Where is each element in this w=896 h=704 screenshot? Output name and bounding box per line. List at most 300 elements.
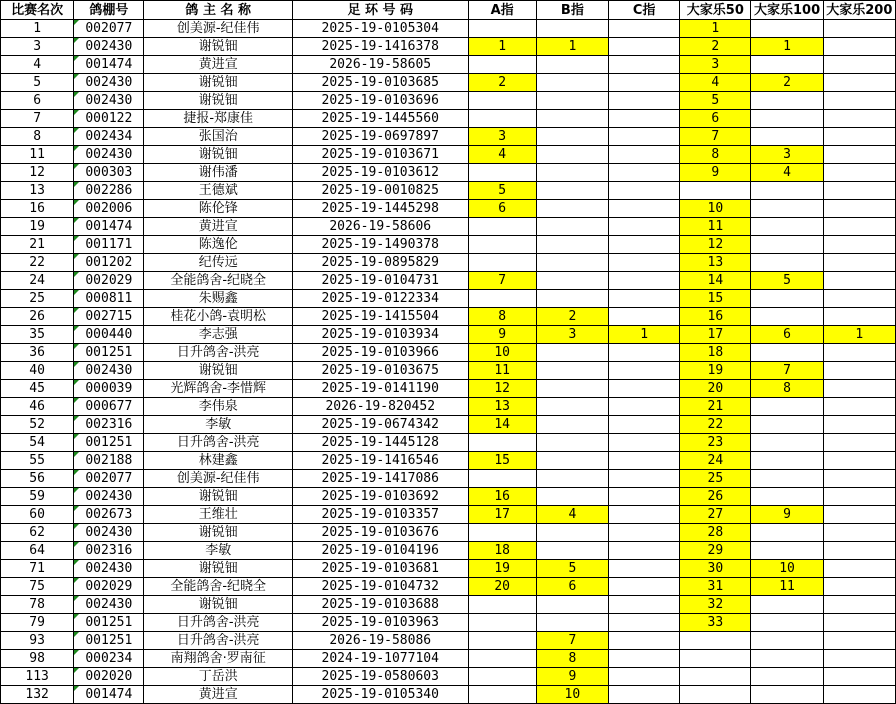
owner-cell[interactable]: 李伟泉 — [144, 398, 292, 416]
djl50-cell[interactable]: 19 — [680, 362, 751, 380]
loft-cell[interactable]: 002430 — [74, 488, 144, 506]
b-cell[interactable]: 8 — [536, 650, 608, 668]
djl200-cell[interactable] — [823, 614, 895, 632]
owner-cell[interactable]: 谢锐钿 — [144, 596, 292, 614]
b-cell[interactable] — [536, 254, 608, 272]
c-cell[interactable] — [608, 650, 679, 668]
ring-cell[interactable]: 2025-19-0104731 — [292, 272, 468, 290]
rank-cell[interactable]: 46 — [1, 398, 74, 416]
a-cell[interactable] — [468, 596, 536, 614]
djl100-cell[interactable]: 6 — [751, 326, 823, 344]
owner-cell[interactable]: 日升鸽舍-洪亮 — [144, 344, 292, 362]
djl200-cell[interactable] — [823, 488, 895, 506]
rank-cell[interactable]: 59 — [1, 488, 74, 506]
rank-cell[interactable]: 56 — [1, 470, 74, 488]
a-cell[interactable] — [468, 218, 536, 236]
djl200-cell[interactable] — [823, 92, 895, 110]
loft-cell[interactable]: 002430 — [74, 38, 144, 56]
loft-cell[interactable]: 000039 — [74, 380, 144, 398]
rank-cell[interactable]: 78 — [1, 596, 74, 614]
b-cell[interactable] — [536, 380, 608, 398]
djl100-cell[interactable] — [751, 218, 823, 236]
col-djl200[interactable]: 大家乐200 — [823, 1, 895, 20]
djl100-cell[interactable] — [751, 254, 823, 272]
djl100-cell[interactable] — [751, 614, 823, 632]
b-cell[interactable] — [536, 92, 608, 110]
djl100-cell[interactable] — [751, 200, 823, 218]
ring-cell[interactable]: 2025-19-0103966 — [292, 344, 468, 362]
ring-cell[interactable]: 2025-19-0674342 — [292, 416, 468, 434]
rank-cell[interactable]: 12 — [1, 164, 74, 182]
loft-cell[interactable]: 000440 — [74, 326, 144, 344]
c-cell[interactable] — [608, 38, 679, 56]
djl50-cell[interactable]: 31 — [680, 578, 751, 596]
djl200-cell[interactable] — [823, 128, 895, 146]
c-cell[interactable] — [608, 164, 679, 182]
djl200-cell[interactable] — [823, 632, 895, 650]
djl50-cell[interactable]: 6 — [680, 110, 751, 128]
rank-cell[interactable]: 64 — [1, 542, 74, 560]
owner-cell[interactable]: 日升鸽舍-洪亮 — [144, 632, 292, 650]
b-cell[interactable]: 10 — [536, 686, 608, 704]
rank-cell[interactable]: 62 — [1, 524, 74, 542]
c-cell[interactable]: 1 — [608, 326, 679, 344]
a-cell[interactable]: 11 — [468, 362, 536, 380]
djl200-cell[interactable] — [823, 434, 895, 452]
djl100-cell[interactable] — [751, 650, 823, 668]
djl50-cell[interactable]: 3 — [680, 56, 751, 74]
a-cell[interactable]: 14 — [468, 416, 536, 434]
b-cell[interactable] — [536, 542, 608, 560]
ring-cell[interactable]: 2025-19-0010825 — [292, 182, 468, 200]
djl50-cell[interactable]: 1 — [680, 20, 751, 38]
loft-cell[interactable]: 002430 — [74, 362, 144, 380]
c-cell[interactable] — [608, 578, 679, 596]
ring-cell[interactable]: 2025-19-0697897 — [292, 128, 468, 146]
djl200-cell[interactable]: 1 — [823, 326, 895, 344]
rank-cell[interactable]: 52 — [1, 416, 74, 434]
b-cell[interactable] — [536, 146, 608, 164]
djl200-cell[interactable] — [823, 452, 895, 470]
b-cell[interactable] — [536, 236, 608, 254]
djl100-cell[interactable] — [751, 182, 823, 200]
a-cell[interactable]: 12 — [468, 380, 536, 398]
b-cell[interactable]: 3 — [536, 326, 608, 344]
ring-cell[interactable]: 2025-19-1445560 — [292, 110, 468, 128]
loft-cell[interactable]: 002430 — [74, 146, 144, 164]
c-cell[interactable] — [608, 272, 679, 290]
owner-cell[interactable]: 捷报-郑康佳 — [144, 110, 292, 128]
a-cell[interactable] — [468, 470, 536, 488]
ring-cell[interactable]: 2025-19-0580603 — [292, 668, 468, 686]
c-cell[interactable] — [608, 74, 679, 92]
ring-cell[interactable]: 2025-19-0103696 — [292, 92, 468, 110]
owner-cell[interactable]: 李敏 — [144, 542, 292, 560]
b-cell[interactable] — [536, 524, 608, 542]
djl50-cell[interactable] — [680, 668, 751, 686]
c-cell[interactable] — [608, 380, 679, 398]
rank-cell[interactable]: 98 — [1, 650, 74, 668]
rank-cell[interactable]: 36 — [1, 344, 74, 362]
col-ring[interactable]: 足 环 号 码 — [292, 1, 468, 20]
c-cell[interactable] — [608, 524, 679, 542]
djl50-cell[interactable]: 15 — [680, 290, 751, 308]
djl100-cell[interactable]: 9 — [751, 506, 823, 524]
c-cell[interactable] — [608, 470, 679, 488]
rank-cell[interactable]: 5 — [1, 74, 74, 92]
djl100-cell[interactable] — [751, 110, 823, 128]
djl200-cell[interactable] — [823, 524, 895, 542]
djl50-cell[interactable]: 28 — [680, 524, 751, 542]
djl100-cell[interactable] — [751, 92, 823, 110]
djl200-cell[interactable] — [823, 110, 895, 128]
djl100-cell[interactable]: 4 — [751, 164, 823, 182]
a-cell[interactable]: 8 — [468, 308, 536, 326]
rank-cell[interactable]: 79 — [1, 614, 74, 632]
loft-cell[interactable]: 000122 — [74, 110, 144, 128]
djl100-cell[interactable] — [751, 632, 823, 650]
rank-cell[interactable]: 6 — [1, 92, 74, 110]
djl200-cell[interactable] — [823, 380, 895, 398]
loft-cell[interactable]: 001474 — [74, 686, 144, 704]
b-cell[interactable]: 9 — [536, 668, 608, 686]
b-cell[interactable]: 4 — [536, 506, 608, 524]
loft-cell[interactable]: 001171 — [74, 236, 144, 254]
a-cell[interactable]: 4 — [468, 146, 536, 164]
rank-cell[interactable]: 8 — [1, 128, 74, 146]
djl200-cell[interactable] — [823, 146, 895, 164]
owner-cell[interactable]: 黄进宣 — [144, 218, 292, 236]
djl50-cell[interactable]: 13 — [680, 254, 751, 272]
a-cell[interactable]: 9 — [468, 326, 536, 344]
ring-cell[interactable]: 2025-19-0141190 — [292, 380, 468, 398]
ring-cell[interactable]: 2026-19-58606 — [292, 218, 468, 236]
a-cell[interactable] — [468, 290, 536, 308]
c-cell[interactable] — [608, 308, 679, 326]
djl200-cell[interactable] — [823, 38, 895, 56]
c-cell[interactable] — [608, 398, 679, 416]
djl50-cell[interactable]: 29 — [680, 542, 751, 560]
a-cell[interactable] — [468, 686, 536, 704]
loft-cell[interactable]: 001474 — [74, 56, 144, 74]
b-cell[interactable] — [536, 56, 608, 74]
djl50-cell[interactable]: 9 — [680, 164, 751, 182]
owner-cell[interactable]: 陈伦锋 — [144, 200, 292, 218]
loft-cell[interactable]: 001251 — [74, 344, 144, 362]
loft-cell[interactable]: 001251 — [74, 434, 144, 452]
b-cell[interactable] — [536, 290, 608, 308]
owner-cell[interactable]: 全能鸽舍-纪晓全 — [144, 578, 292, 596]
c-cell[interactable] — [608, 182, 679, 200]
loft-cell[interactable]: 000811 — [74, 290, 144, 308]
c-cell[interactable] — [608, 218, 679, 236]
owner-cell[interactable]: 南翔鸽舍·罗南征 — [144, 650, 292, 668]
col-djl100[interactable]: 大家乐100 — [751, 1, 823, 20]
rank-cell[interactable]: 4 — [1, 56, 74, 74]
djl50-cell[interactable]: 11 — [680, 218, 751, 236]
a-cell[interactable]: 6 — [468, 200, 536, 218]
a-cell[interactable] — [468, 164, 536, 182]
b-cell[interactable]: 2 — [536, 308, 608, 326]
owner-cell[interactable]: 朱赐鑫 — [144, 290, 292, 308]
owner-cell[interactable]: 丁岳洪 — [144, 668, 292, 686]
owner-cell[interactable]: 林建鑫 — [144, 452, 292, 470]
djl50-cell[interactable]: 7 — [680, 128, 751, 146]
loft-cell[interactable]: 000303 — [74, 164, 144, 182]
owner-cell[interactable]: 王德斌 — [144, 182, 292, 200]
a-cell[interactable] — [468, 236, 536, 254]
djl100-cell[interactable] — [751, 542, 823, 560]
owner-cell[interactable]: 创美源-纪佳伟 — [144, 470, 292, 488]
djl200-cell[interactable] — [823, 236, 895, 254]
a-cell[interactable] — [468, 668, 536, 686]
loft-cell[interactable]: 002430 — [74, 74, 144, 92]
c-cell[interactable] — [608, 668, 679, 686]
rank-cell[interactable]: 55 — [1, 452, 74, 470]
owner-cell[interactable]: 桂花小鸽-袁明松 — [144, 308, 292, 326]
a-cell[interactable]: 2 — [468, 74, 536, 92]
loft-cell[interactable]: 002430 — [74, 560, 144, 578]
djl200-cell[interactable] — [823, 470, 895, 488]
a-cell[interactable]: 10 — [468, 344, 536, 362]
col-c[interactable]: C指 — [608, 1, 679, 20]
col-loft[interactable]: 鸽棚号 — [74, 1, 144, 20]
loft-cell[interactable]: 002029 — [74, 272, 144, 290]
djl200-cell[interactable] — [823, 596, 895, 614]
c-cell[interactable] — [608, 488, 679, 506]
djl100-cell[interactable]: 7 — [751, 362, 823, 380]
djl100-cell[interactable]: 5 — [751, 272, 823, 290]
owner-cell[interactable]: 谢锐钿 — [144, 560, 292, 578]
djl50-cell[interactable]: 16 — [680, 308, 751, 326]
ring-cell[interactable]: 2025-19-1490378 — [292, 236, 468, 254]
ring-cell[interactable]: 2025-19-1415504 — [292, 308, 468, 326]
loft-cell[interactable]: 002286 — [74, 182, 144, 200]
ring-cell[interactable]: 2025-19-0103934 — [292, 326, 468, 344]
djl200-cell[interactable] — [823, 650, 895, 668]
djl200-cell[interactable] — [823, 560, 895, 578]
a-cell[interactable] — [468, 56, 536, 74]
djl100-cell[interactable] — [751, 308, 823, 326]
c-cell[interactable] — [608, 632, 679, 650]
b-cell[interactable] — [536, 182, 608, 200]
ring-cell[interactable]: 2025-19-0103675 — [292, 362, 468, 380]
c-cell[interactable] — [608, 452, 679, 470]
djl100-cell[interactable] — [751, 488, 823, 506]
djl50-cell[interactable]: 10 — [680, 200, 751, 218]
djl200-cell[interactable] — [823, 290, 895, 308]
a-cell[interactable] — [468, 92, 536, 110]
a-cell[interactable]: 1 — [468, 38, 536, 56]
ring-cell[interactable]: 2025-19-0105340 — [292, 686, 468, 704]
djl200-cell[interactable] — [823, 200, 895, 218]
owner-cell[interactable]: 谢伟潘 — [144, 164, 292, 182]
c-cell[interactable] — [608, 56, 679, 74]
djl50-cell[interactable]: 4 — [680, 74, 751, 92]
djl200-cell[interactable] — [823, 74, 895, 92]
djl50-cell[interactable]: 8 — [680, 146, 751, 164]
djl50-cell[interactable]: 2 — [680, 38, 751, 56]
c-cell[interactable] — [608, 596, 679, 614]
djl100-cell[interactable]: 8 — [751, 380, 823, 398]
owner-cell[interactable]: 光辉鸽舍-李惜辉 — [144, 380, 292, 398]
djl100-cell[interactable] — [751, 128, 823, 146]
djl200-cell[interactable] — [823, 398, 895, 416]
owner-cell[interactable]: 谢锐钿 — [144, 74, 292, 92]
djl100-cell[interactable]: 1 — [751, 38, 823, 56]
loft-cell[interactable]: 001251 — [74, 614, 144, 632]
c-cell[interactable] — [608, 20, 679, 38]
loft-cell[interactable]: 002715 — [74, 308, 144, 326]
owner-cell[interactable]: 谢锐钿 — [144, 38, 292, 56]
djl200-cell[interactable] — [823, 578, 895, 596]
djl50-cell[interactable] — [680, 686, 751, 704]
rank-cell[interactable]: 26 — [1, 308, 74, 326]
col-owner[interactable]: 鸽 主 名 称 — [144, 1, 292, 20]
ring-cell[interactable]: 2025-19-0104732 — [292, 578, 468, 596]
b-cell[interactable] — [536, 398, 608, 416]
a-cell[interactable] — [468, 650, 536, 668]
djl50-cell[interactable]: 25 — [680, 470, 751, 488]
a-cell[interactable]: 7 — [468, 272, 536, 290]
b-cell[interactable]: 1 — [536, 38, 608, 56]
rank-cell[interactable]: 7 — [1, 110, 74, 128]
djl100-cell[interactable] — [751, 20, 823, 38]
a-cell[interactable]: 5 — [468, 182, 536, 200]
rank-cell[interactable]: 11 — [1, 146, 74, 164]
ring-cell[interactable]: 2025-19-0103612 — [292, 164, 468, 182]
owner-cell[interactable]: 陈逸伦 — [144, 236, 292, 254]
a-cell[interactable]: 17 — [468, 506, 536, 524]
djl100-cell[interactable] — [751, 596, 823, 614]
rank-cell[interactable]: 71 — [1, 560, 74, 578]
djl50-cell[interactable]: 14 — [680, 272, 751, 290]
djl50-cell[interactable]: 20 — [680, 380, 751, 398]
loft-cell[interactable]: 002029 — [74, 578, 144, 596]
ring-cell[interactable]: 2024-19-1077104 — [292, 650, 468, 668]
a-cell[interactable]: 15 — [468, 452, 536, 470]
b-cell[interactable] — [536, 470, 608, 488]
ring-cell[interactable]: 2025-19-1416378 — [292, 38, 468, 56]
loft-cell[interactable]: 002430 — [74, 524, 144, 542]
djl200-cell[interactable] — [823, 20, 895, 38]
a-cell[interactable]: 16 — [468, 488, 536, 506]
djl50-cell[interactable]: 26 — [680, 488, 751, 506]
djl200-cell[interactable] — [823, 344, 895, 362]
a-cell[interactable] — [468, 632, 536, 650]
b-cell[interactable]: 7 — [536, 632, 608, 650]
b-cell[interactable]: 5 — [536, 560, 608, 578]
djl50-cell[interactable]: 12 — [680, 236, 751, 254]
djl50-cell[interactable]: 33 — [680, 614, 751, 632]
loft-cell[interactable]: 000677 — [74, 398, 144, 416]
c-cell[interactable] — [608, 506, 679, 524]
rank-cell[interactable]: 13 — [1, 182, 74, 200]
a-cell[interactable] — [468, 434, 536, 452]
owner-cell[interactable]: 创美源-纪佳伟 — [144, 20, 292, 38]
c-cell[interactable] — [608, 236, 679, 254]
ring-cell[interactable]: 2025-19-0122334 — [292, 290, 468, 308]
ring-cell[interactable]: 2025-19-1445128 — [292, 434, 468, 452]
owner-cell[interactable]: 张国治 — [144, 128, 292, 146]
col-a[interactable]: A指 — [468, 1, 536, 20]
owner-cell[interactable]: 日升鸽舍-洪亮 — [144, 434, 292, 452]
loft-cell[interactable]: 002006 — [74, 200, 144, 218]
loft-cell[interactable]: 000234 — [74, 650, 144, 668]
ring-cell[interactable]: 2025-19-0103688 — [292, 596, 468, 614]
rank-cell[interactable]: 21 — [1, 236, 74, 254]
b-cell[interactable] — [536, 272, 608, 290]
loft-cell[interactable]: 002316 — [74, 416, 144, 434]
djl200-cell[interactable] — [823, 668, 895, 686]
a-cell[interactable]: 20 — [468, 578, 536, 596]
ring-cell[interactable]: 2025-19-0104196 — [292, 542, 468, 560]
owner-cell[interactable]: 谢锐钿 — [144, 488, 292, 506]
djl50-cell[interactable]: 32 — [680, 596, 751, 614]
c-cell[interactable] — [608, 560, 679, 578]
djl100-cell[interactable] — [751, 452, 823, 470]
loft-cell[interactable]: 002077 — [74, 20, 144, 38]
djl100-cell[interactable] — [751, 686, 823, 704]
djl200-cell[interactable] — [823, 506, 895, 524]
c-cell[interactable] — [608, 200, 679, 218]
b-cell[interactable] — [536, 416, 608, 434]
djl100-cell[interactable] — [751, 56, 823, 74]
djl100-cell[interactable] — [751, 236, 823, 254]
ring-cell[interactable]: 2025-19-1445298 — [292, 200, 468, 218]
a-cell[interactable] — [468, 110, 536, 128]
rank-cell[interactable]: 40 — [1, 362, 74, 380]
c-cell[interactable] — [608, 290, 679, 308]
loft-cell[interactable]: 002434 — [74, 128, 144, 146]
b-cell[interactable]: 6 — [536, 578, 608, 596]
b-cell[interactable] — [536, 218, 608, 236]
djl50-cell[interactable]: 18 — [680, 344, 751, 362]
c-cell[interactable] — [608, 128, 679, 146]
rank-cell[interactable]: 35 — [1, 326, 74, 344]
c-cell[interactable] — [608, 362, 679, 380]
owner-cell[interactable]: 黄进宣 — [144, 686, 292, 704]
djl200-cell[interactable] — [823, 308, 895, 326]
b-cell[interactable] — [536, 488, 608, 506]
b-cell[interactable] — [536, 20, 608, 38]
rank-cell[interactable]: 19 — [1, 218, 74, 236]
b-cell[interactable] — [536, 110, 608, 128]
a-cell[interactable] — [468, 524, 536, 542]
a-cell[interactable] — [468, 254, 536, 272]
c-cell[interactable] — [608, 416, 679, 434]
ring-cell[interactable]: 2025-19-0895829 — [292, 254, 468, 272]
owner-cell[interactable]: 李志强 — [144, 326, 292, 344]
owner-cell[interactable]: 黄进宣 — [144, 56, 292, 74]
c-cell[interactable] — [608, 614, 679, 632]
djl100-cell[interactable] — [751, 470, 823, 488]
rank-cell[interactable]: 24 — [1, 272, 74, 290]
c-cell[interactable] — [608, 344, 679, 362]
rank-cell[interactable]: 22 — [1, 254, 74, 272]
ring-cell[interactable]: 2025-19-0103676 — [292, 524, 468, 542]
djl100-cell[interactable] — [751, 416, 823, 434]
b-cell[interactable] — [536, 614, 608, 632]
c-cell[interactable] — [608, 254, 679, 272]
owner-cell[interactable]: 日升鸽舍-洪亮 — [144, 614, 292, 632]
rank-cell[interactable]: 16 — [1, 200, 74, 218]
owner-cell[interactable]: 纪传远 — [144, 254, 292, 272]
djl50-cell[interactable]: 17 — [680, 326, 751, 344]
djl100-cell[interactable]: 2 — [751, 74, 823, 92]
owner-cell[interactable]: 谢锐钿 — [144, 92, 292, 110]
rank-cell[interactable]: 132 — [1, 686, 74, 704]
